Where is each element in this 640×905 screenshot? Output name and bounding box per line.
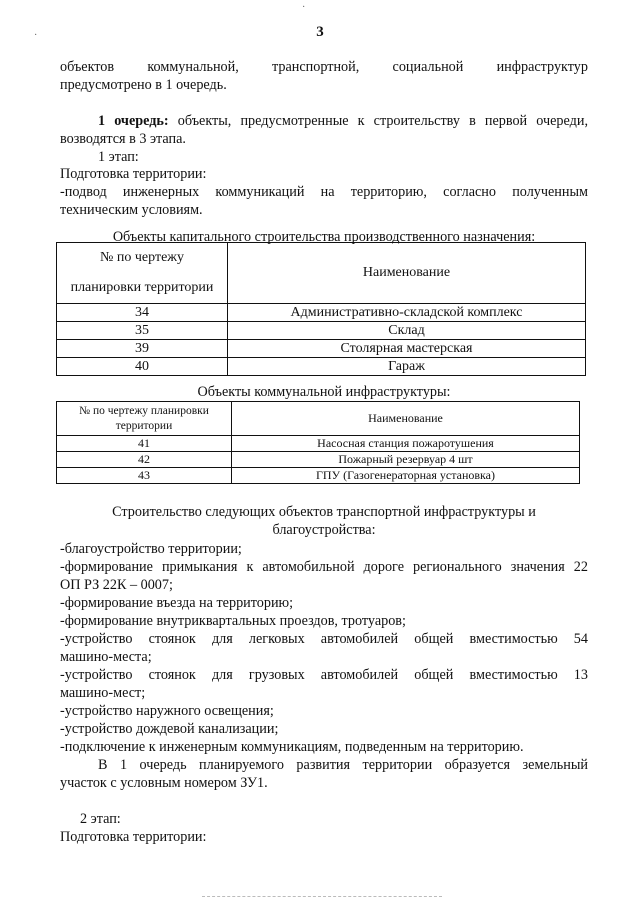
intro-word: социальной — [392, 59, 464, 75]
cell-number: 42 — [57, 452, 232, 468]
header-text: планировки территории — [70, 280, 214, 295]
list-item: машино-мест; — [60, 685, 146, 701]
header-text: № по чертежу — [100, 250, 184, 265]
scan-artifact-line — [202, 896, 442, 897]
construction-heading-line-1: Строительство следующих объектов транспортной инфраструктуры и — [112, 504, 536, 520]
queue1-text: объекты, предусмотренные к строительству в первой очереди, — [168, 113, 588, 129]
intro-word: коммунальной, — [147, 59, 239, 75]
cell-name: Насосная станция пожаротушения — [232, 436, 580, 452]
table1-caption: Объекты капитального строительства производственного назначения: — [112, 229, 536, 245]
cell-name: Административно-складской комплекс — [228, 304, 586, 322]
list-item: машино-места; — [60, 649, 152, 665]
cell-name: Пожарный резервуар 4 шт — [232, 452, 580, 468]
table-row — [57, 358, 586, 376]
cell-number: 43 — [57, 468, 232, 484]
table-row — [57, 304, 586, 322]
scan-artifact: · — [302, 2, 306, 13]
cell-number: 35 — [57, 322, 228, 340]
intro-word: инфраструктур — [496, 59, 588, 75]
list-item: -формирование въезда на территорию; — [60, 595, 294, 611]
table-row — [57, 340, 586, 358]
intro-line-1 — [60, 58, 588, 76]
table-row — [57, 452, 580, 468]
cell-name: Гараж — [228, 358, 586, 376]
summary-line-1: В 1 очередь планируемого развития территории образуется земельный — [98, 757, 588, 773]
prep2-label: Подготовка территории: — [60, 829, 207, 845]
list-item: -устройство дождевой канализации; — [60, 721, 279, 737]
list-item: -формирование внутриквартальных проездов, тротуаров; — [60, 613, 406, 629]
construction-heading-line-2: благоустройства: — [272, 522, 376, 538]
queue1-line-2: возводятся в 3 этапа. — [60, 131, 186, 147]
table2-header-name: Наименование — [232, 402, 580, 436]
prep1-label: Подготовка территории: — [60, 166, 207, 182]
list-item: -подключение к инженерным коммуникациям, подведенным на территорию. — [60, 739, 524, 755]
table2-header-number — [57, 402, 232, 436]
list-item: -благоустройство территории; — [60, 541, 242, 557]
table1-header-name: Наименование — [228, 243, 586, 304]
cell-number: 40 — [57, 358, 228, 376]
list-item: -устройство стоянок для грузовых автомобилей общей вместимостью 13 — [60, 667, 588, 683]
table2-header-row — [57, 402, 580, 436]
table-row — [57, 436, 580, 452]
table-row — [57, 468, 580, 484]
cell-name: Склад — [228, 322, 586, 340]
table-capital-objects — [56, 242, 586, 376]
header-text: № по чертежу планировки — [79, 404, 209, 417]
list-item: ОП РЗ 22К – 0007; — [60, 577, 173, 593]
header-text: территории — [115, 419, 173, 432]
connect-line-1: -подвод инженерных коммуникаций на территорию, согласно полученным — [60, 184, 588, 200]
table1-header-row — [57, 243, 586, 304]
connect-line-2: техническим условиям. — [60, 202, 203, 218]
scan-artifact: · — [34, 30, 38, 41]
intro-word: объектов — [60, 59, 115, 75]
list-item: -устройство стоянок для легковых автомобилей общей вместимостью 54 — [60, 631, 588, 647]
cell-name: Столярная мастерская — [228, 340, 586, 358]
stage2-label: 2 этап: — [80, 811, 121, 827]
intro-word: транспортной, — [272, 59, 360, 75]
table1-header-number — [57, 243, 228, 304]
cell-number: 41 — [57, 436, 232, 452]
page-number: 3 — [316, 24, 324, 40]
cell-number: 39 — [57, 340, 228, 358]
cell-name: ГПУ (Газогенераторная установка) — [232, 468, 580, 484]
intro-line-2: предусмотрено в 1 очередь. — [60, 77, 227, 93]
stage1-label: 1 этап: — [98, 149, 139, 165]
table-row — [57, 322, 586, 340]
list-item: -устройство наружного освещения; — [60, 703, 274, 719]
queue1-label: 1 очередь: — [98, 113, 169, 129]
list-item: -формирование примыкания к автомобильной дороге регионального значения 22 — [60, 559, 588, 575]
cell-number: 34 — [57, 304, 228, 322]
queue1-line-1 — [60, 112, 588, 130]
summary-line-2: участок с условным номером ЗУ1. — [60, 775, 268, 791]
table2-caption: Объекты коммунальной инфраструктуры: — [197, 384, 451, 400]
table-utility-objects — [56, 401, 580, 484]
